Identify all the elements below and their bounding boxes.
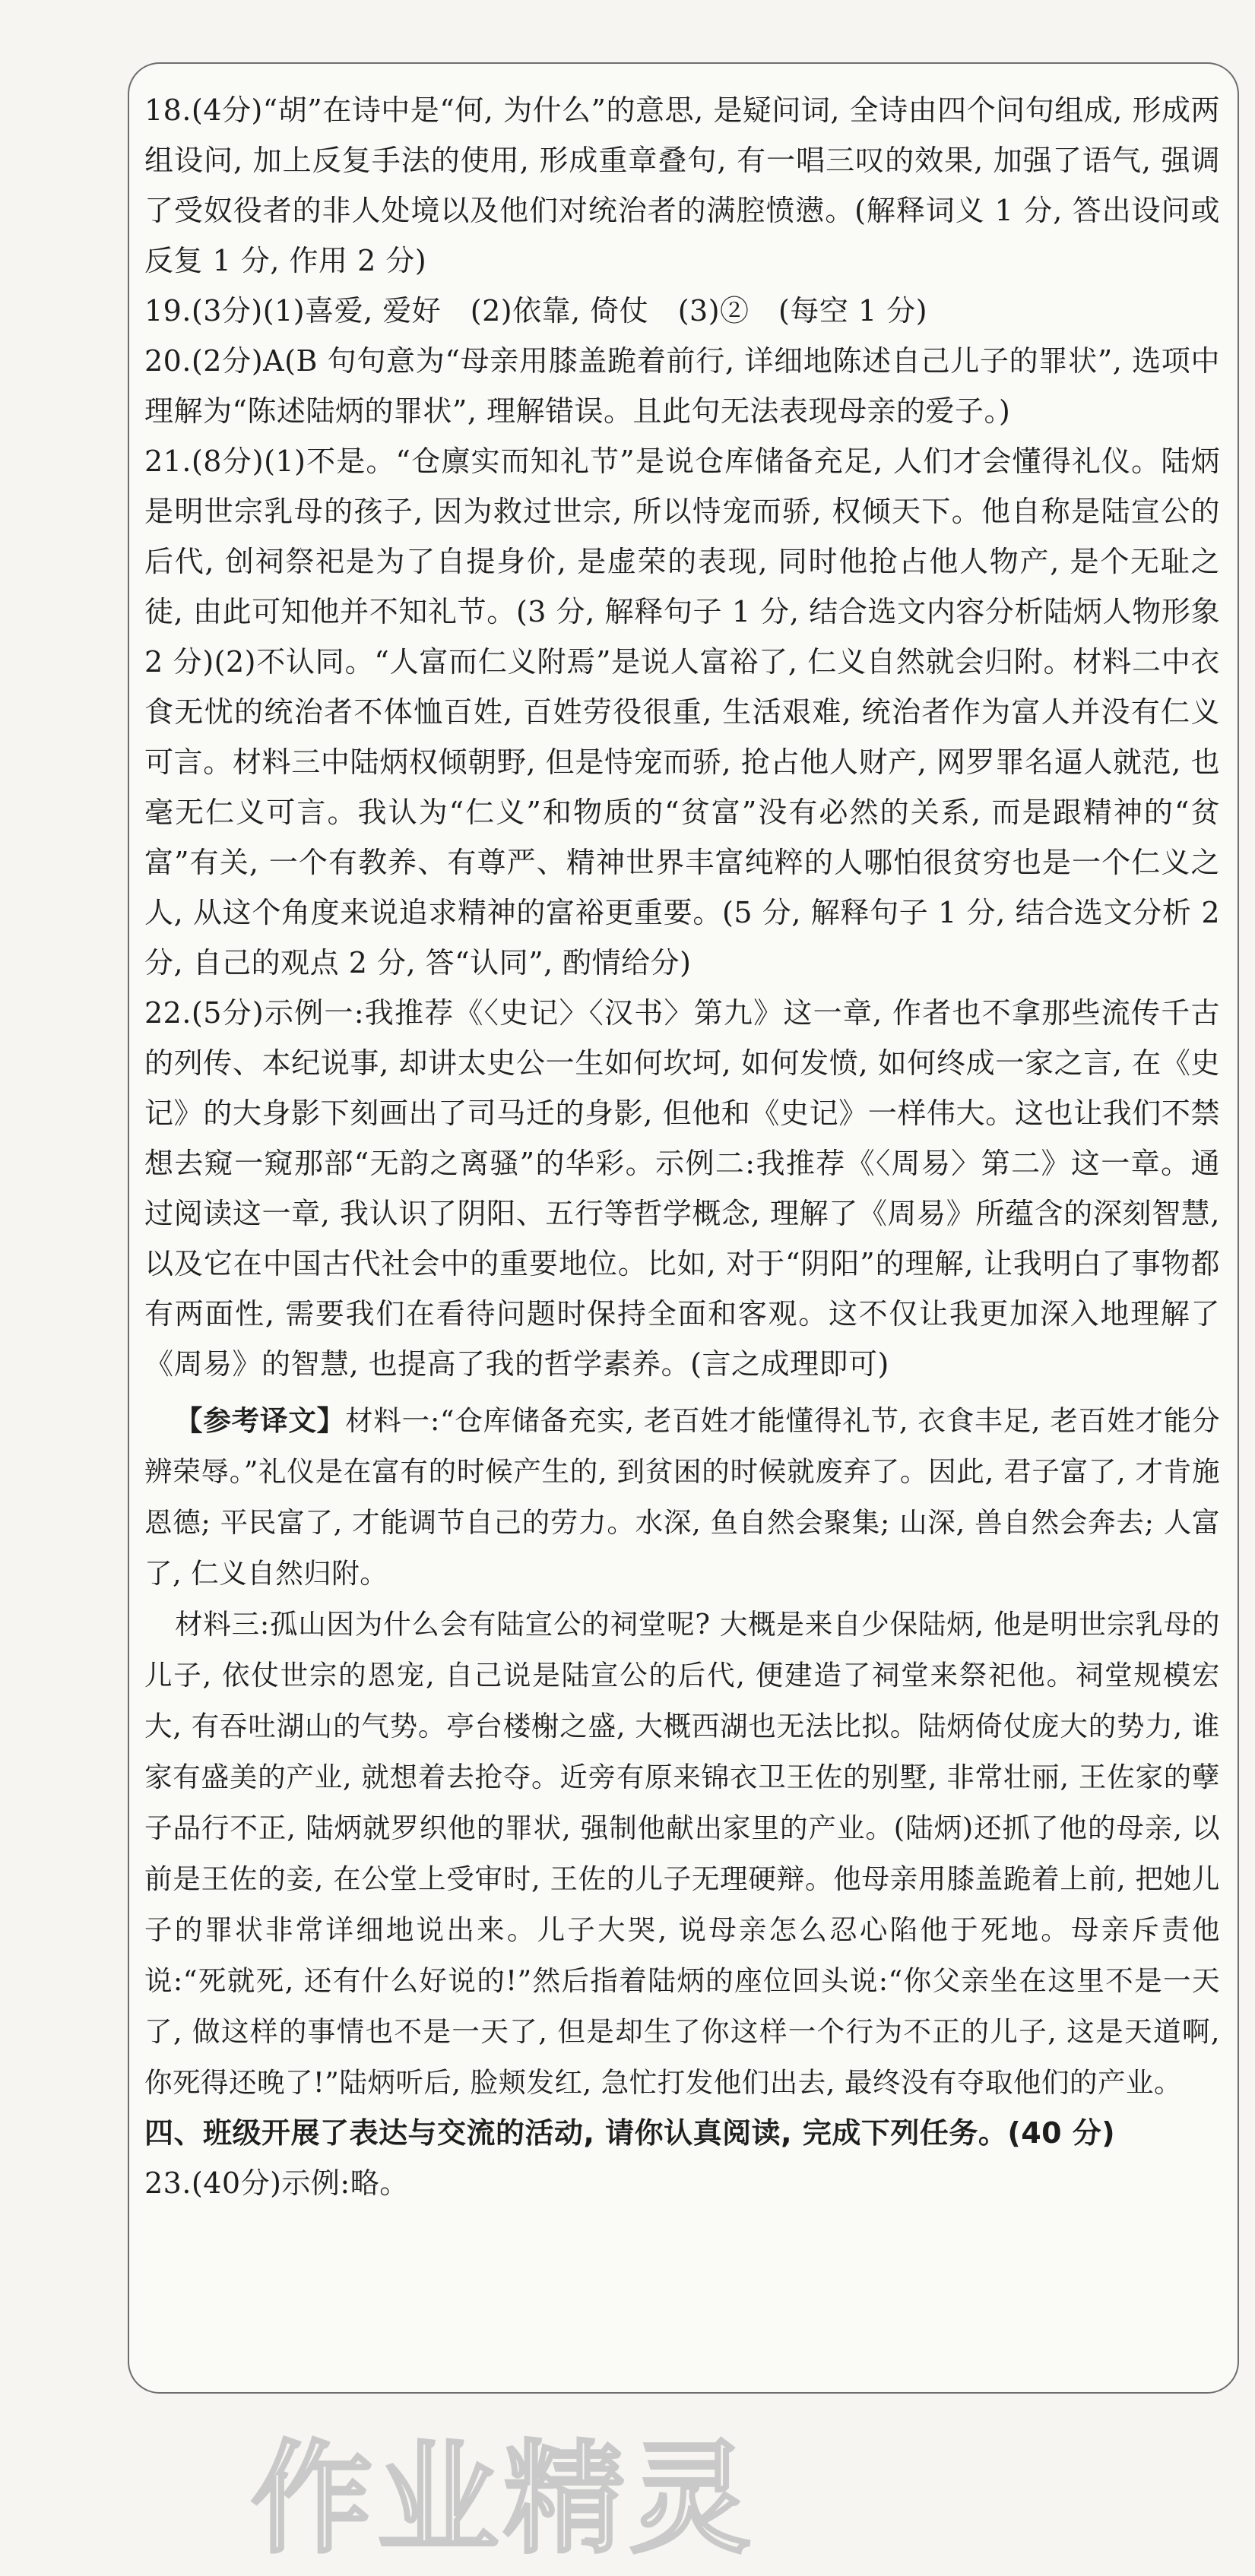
watermark-logo: 作业精灵 — [251, 2428, 756, 2570]
translation-label: 【参考译文】 — [175, 1404, 346, 1437]
answer-content — [144, 85, 1220, 2208]
translation-para-1 — [144, 1395, 1220, 1599]
translation-para-2: 材料三:孤山因为什么会有陆宣公的祠堂呢? 大概是来自少保陆炳, 他是明世宗乳母的儿子, 依仗世宗的恩宠, 自己说是陆宣公的后代, 便建造了祠堂来祭祀他。祠堂规模宏大, 有吞吐湖山的气势。亭台楼榭之盛, 大概西湖也无法比拟。陆炳倚仗庞大的势力, 谁家有盛美的产业, 就想着去抢夺。近旁有原来锦衣卫王佐的别墅, 非常壮丽, 王佐家的孽子品行不正, 陆炳就罗织他的罪状, 强制他献出家里的产业。(陆炳)还抓了他的母亲, 以前是王佐的妾, 在公堂上受审时, 王佐的儿子无理硬辩。他母亲用膝盖跪着上前, 把她儿子的罪状非常详细地说出来。儿子大哭, 说母亲怎么忍心陷他于死地。母亲斥责他说:“死就死, 还有什么好说的!”然后指着陆炳的座位回头说:“你父亲坐在这里不是一天了, 做这样的事情也不是一天了, 但是却生了你这样一个行为不正的儿子, 这是天道啊, 你死得还晚了!”陆炳听后, 脸颊发红, 急忙打发他们出去, 最终没有夺取他们的产业。 — [144, 1608, 1220, 2099]
answer-q21: 21.(8分)(1)不是。“仓廪实而知礼节”是说仓库储备充足, 人们才会懂得礼仪。陆炳是明世宗乳母的孩子, 因为救过世宗, 所以恃宠而骄, 权倾天下。他自称是陆宣公的后代, 创祠祭祀是为了自提身价, 是虚荣的表现, 同时他抢占他人物产, 是个无耻之徒, 由此可知他并不知礼节。(3 分, 解释句子 1 分, 结合选文内容分析陆炳人物形象 2 分)(2)不认同。“人富而仁义附焉”是说人富裕了, 仁义自然就会归附。材料二中衣食无忧的统治者不体恤百姓, 百姓劳役很重, 生活艰难, 统治者作为富人并没有仁义可言。材料三中陆炳权倾朝野, 但是恃宠而骄, 抢占他人财产, 网罗罪名逼人就范, 也毫无仁义可言。我认为“仁义”和物质的“贫富”没有必然的关系, 而是跟精神的“贫富”有关, 一个有教养、有尊严、精神世界丰富纯粹的人哪怕很贫穷也是一个仁义之人, 从这个角度来说追求精神的富裕更重要。(5 分, 解释句子 1 分, 结合选文分析 2 分, 自己的观点 2 分, 答“认同”, 酌情给分) — [144, 445, 1220, 979]
section-4-heading: 四、班级开展了表达与交流的活动, 请你认真阅读, 完成下列任务。(40 分) — [144, 2116, 1116, 2150]
translation-para-1-text: 材料一:“仓库储备充实, 老百姓才能懂得礼节, 衣食丰足, 老百姓才能分辨荣辱。”礼仪是在富有的时候产生的, 到贫困的时候就废弃了。因此, 君子富了, 才肯施恩德; 平民富了, 才能调节自己的劳力。水深, 鱼自然会聚集; 山深, 兽自然会奔去; 人富了, 仁义自然归附。 — [144, 1404, 1220, 1590]
answer-q19: 19.(3分)(1)喜爱, 爱好 (2)依靠, 倚仗 (3)② (每空 1 分) — [144, 294, 928, 328]
answer-q22: 22.(5分)示例一:我推荐《〈史记〉〈汉书〉第九》这一章, 作者也不拿那些流传千古的列传、本纪说事, 却讲太史公一生如何坎坷, 如何发愤, 如何终成一家之言, 在《史记》的大身影下刻画出了司马迁的身影, 但他和《史记》一样伟大。这也让我们不禁想去窥一窥那部“无韵之离骚”的华彩。示例二:我推荐《〈周易〉第二》这一章。通过阅读这一章, 我认识了阴阳、五行等哲学概念, 理解了《周易》所蕴含的深刻智慧, 以及它在中国古代社会中的重要地位。比如, 对于“阴阳”的理解, 让我明白了事物都有两面性, 需要我们在看待问题时保持全面和客观。这不仅让我更加深入地理解了《周易》的智慧, 也提高了我的哲学素养。(言之成理即可) — [144, 996, 1220, 1381]
answer-q23: 23.(40分)示例:略。 — [144, 2166, 409, 2200]
answer-q18: 18.(4分)“胡”在诗中是“何, 为什么”的意思, 是疑问词, 全诗由四个问句组成, 形成两组设问, 加上反复手法的使用, 形成重章叠句, 有一唱三叹的效果, 加强了语气, 强调了受奴役者的非人处境以及他们对统治者的满腔愤懑。(解释词义 1 分, 答出设问或反复 1 分, 作用 2 分) — [144, 93, 1220, 277]
answer-q20: 20.(2分)A(B 句句意为“母亲用膝盖跪着前行, 详细地陈述自己儿子的罪状”, 选项中理解为“陈述陆炳的罪状”, 理解错误。且此句无法表现母亲的爱子。) — [144, 344, 1220, 428]
